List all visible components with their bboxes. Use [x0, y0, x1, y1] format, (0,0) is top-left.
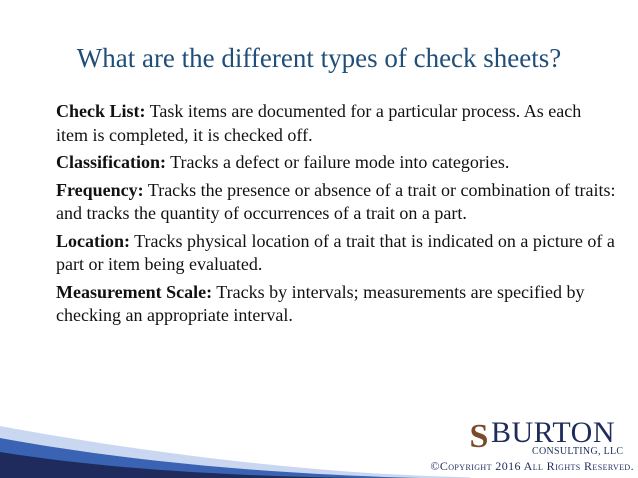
term-label: Measurement Scale:	[56, 281, 213, 302]
term-label: Classification:	[56, 152, 166, 172]
term-description: Tracks the presence or absence of a trait or combination of traits: and tracks the quantity of occurrences of a trait on a part.	[56, 179, 616, 223]
company-logo	[467, 418, 633, 458]
term-label: Location:	[56, 230, 130, 251]
term-label: Check List:	[56, 101, 146, 121]
term-description: Task items are documented for a particular process. As each item is completed, it is checked off.	[56, 101, 582, 145]
definition-item-frequency	[56, 179, 616, 226]
logo-mark-icon: S	[469, 418, 489, 455]
term-description: Tracks by intervals; measurements are specified by checking an appropriate interval.	[56, 281, 585, 325]
copyright-notice: ©Copyright 2016 All Rights Reserved.	[430, 459, 634, 473]
term-label: Frequency:	[56, 179, 144, 200]
definition-item-classification	[56, 151, 616, 175]
logo-subtitle: CONSULTING, LLC	[532, 446, 624, 457]
slide-title: What are the different types of check sheets?	[76, 43, 562, 73]
definition-item-location	[56, 230, 616, 277]
definition-item-measurement-scale	[56, 281, 616, 328]
term-description: Tracks a defect or failure mode into categories.	[166, 152, 510, 172]
definition-list	[56, 100, 616, 332]
logo-name: BURTON	[491, 416, 615, 449]
term-description: Tracks physical location of a trait that is indicated on a picture of a part or item being evaluated.	[56, 230, 615, 274]
definition-item-check-list	[56, 100, 616, 147]
